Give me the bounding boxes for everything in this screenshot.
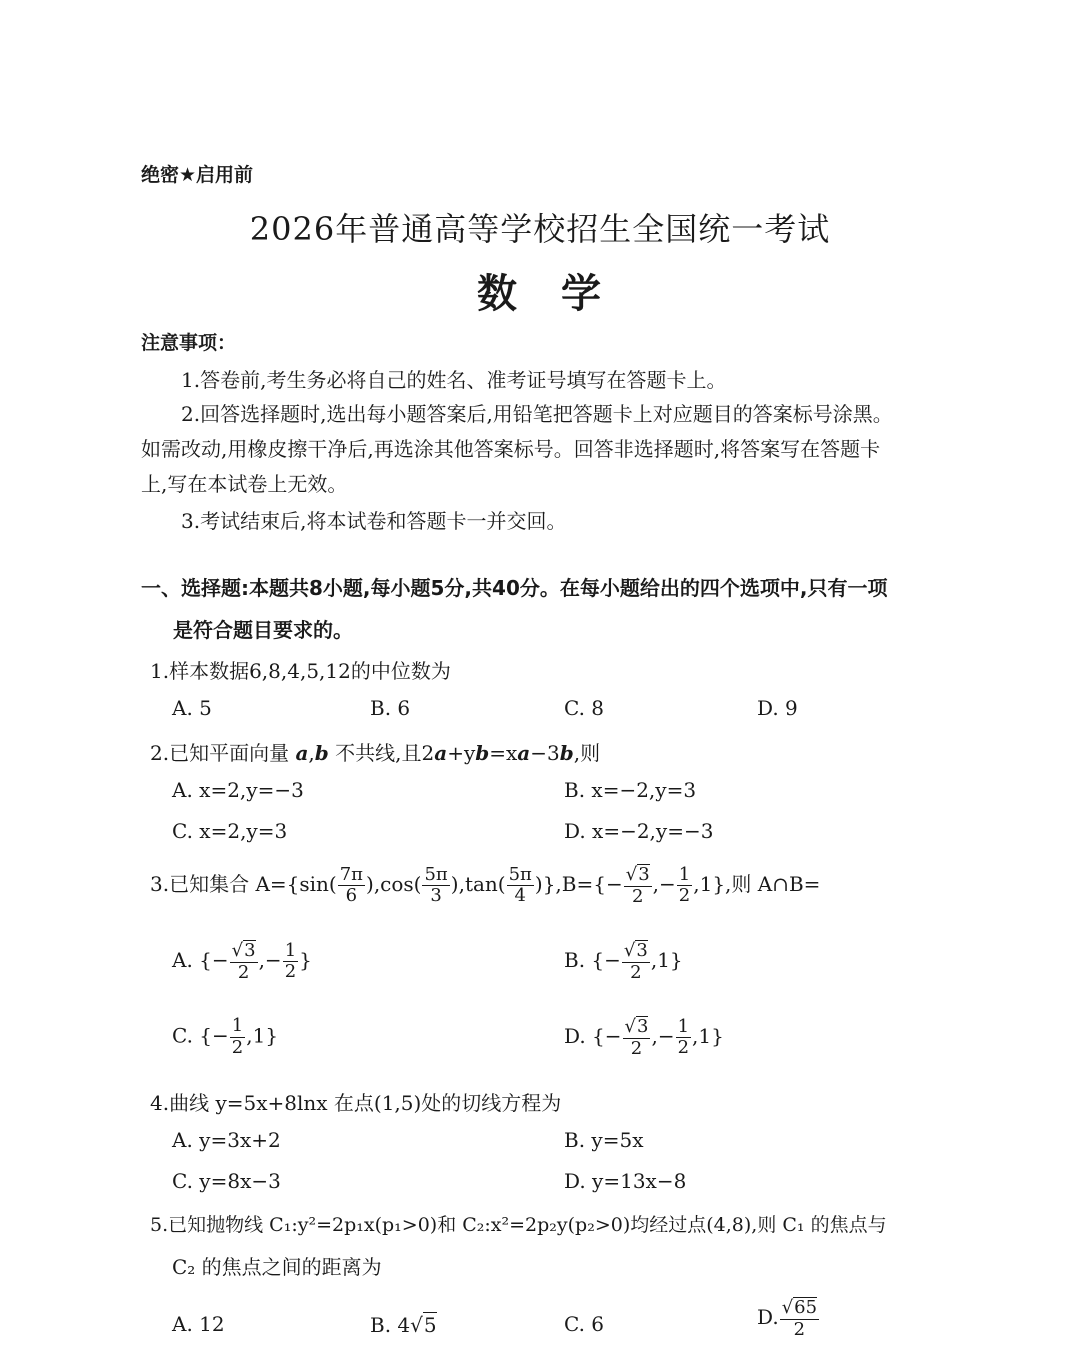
q3-p3: ),tan( bbox=[450, 872, 506, 897]
note-item-2-end: 上,写在本试卷上无效。 bbox=[141, 472, 348, 496]
q4-option-d: D. y=13x−8 bbox=[564, 1169, 687, 1193]
q2-prefix: 2.已知平面向量 bbox=[150, 741, 290, 765]
q3-frac-half: $\frac{1}{2}$ bbox=[678, 863, 691, 907]
notes-heading: 注意事项： bbox=[141, 332, 237, 354]
q3-frac-1: $\frac{7\pi}{6}$ bbox=[339, 863, 364, 907]
confidential-label: 绝密★启用前 bbox=[141, 164, 254, 186]
q2-eq2: =x bbox=[489, 741, 518, 765]
q3-prefix: 3.已知集合 A={sin( bbox=[150, 872, 337, 897]
q3-option-b: B. {− $\frac{√3}{2}$ ,1} bbox=[564, 940, 683, 983]
q5-option-b: B. 4√5 bbox=[370, 1313, 437, 1337]
q3-option-c: C. {− $\frac{1}{2}$ ,1} bbox=[172, 1015, 279, 1058]
q1-option-c: C. 8 bbox=[564, 696, 605, 720]
q2-vec-b3: b bbox=[559, 741, 574, 765]
q2-vec-b2: b bbox=[475, 741, 490, 765]
question-3-stem bbox=[150, 864, 820, 907]
question-5-stem-cont: C₂ 的焦点之间的距离为 bbox=[172, 1255, 382, 1279]
q3-p2: ),cos( bbox=[366, 872, 422, 897]
q3-option-d: D. {− $\frac{√3}{2}$ ,− $\frac{1}{2}$ ,1} bbox=[564, 1015, 724, 1059]
note-item-2: 2.回答选择题时,选出每小题答案后,用铅笔把答题卡上对应题目的答案标号涂黑。 bbox=[181, 402, 893, 426]
q1-option-d: D. 9 bbox=[757, 696, 798, 720]
q2-option-b: B. x=−2,y=3 bbox=[564, 778, 697, 802]
q5-option-d: D. $\frac{√65}{2}$ bbox=[757, 1297, 818, 1340]
section-heading: 一、选择题:本题共8小题,每小题5分,共40分。在每小题给出的四个选项中,只有一项 bbox=[141, 576, 888, 600]
q3-frac-3: $\frac{5\pi}{4}$ bbox=[508, 863, 532, 907]
q4-option-b: B. y=5x bbox=[564, 1128, 644, 1152]
q2-comma: , bbox=[308, 741, 315, 765]
q2-eq: +y bbox=[447, 741, 476, 765]
q2-mid: 不共线,且2 bbox=[335, 741, 435, 765]
q3-option-a: A. {− $\frac{√3}{2}$ ,− $\frac{1}{2}$ } bbox=[172, 939, 312, 983]
q2-suffix: ,则 bbox=[573, 741, 601, 765]
question-5-stem: 5.已知抛物线 C₁:y²=2p₁x(p₁>0)和 C₂:x²=2p₂y(p₂>0)均经过点(4,8),则 C₁ 的焦点与 bbox=[150, 1214, 887, 1236]
q4-option-a: A. y=3x+2 bbox=[172, 1128, 281, 1152]
q2-vec-b: b bbox=[314, 741, 329, 765]
q3-frac-2: $\frac{5\pi}{3}$ bbox=[424, 863, 448, 907]
note-item-3: 3.考试结束后,将本试卷和答题卡一并交回。 bbox=[181, 509, 567, 533]
note-item-2-cont: 如需改动,用橡皮擦干净后,再选涂其他答案标号。回答非选择题时,将答案写在答题卡 bbox=[141, 437, 881, 461]
q3-p4: )},B={− bbox=[534, 872, 623, 897]
question-4-stem: 4.曲线 y=5x+8lnx 在点(1,5)处的切线方程为 bbox=[150, 1091, 562, 1115]
q5-option-c: C. 6 bbox=[564, 1312, 605, 1336]
q2-eq3: −3 bbox=[530, 741, 560, 765]
q2-vec-a2: a bbox=[434, 741, 448, 765]
note-item-1: 1.答卷前,考生务必将自己的姓名、准考证号填写在答题卡上。 bbox=[181, 368, 727, 392]
q2-option-c: C. x=2,y=3 bbox=[172, 819, 288, 843]
exam-title: 2026年普通高等学校招生全国统一考试 bbox=[249, 210, 831, 248]
q5-option-a: A. 12 bbox=[172, 1312, 225, 1336]
q3-p6: ,1},则 A∩B= bbox=[693, 872, 821, 897]
question-2-stem bbox=[150, 737, 600, 766]
q2-vec-a: a bbox=[295, 741, 309, 765]
q3-frac-sqrt3: $\frac{√3}{2}$ bbox=[625, 864, 650, 907]
q2-option-d: D. x=−2,y=−3 bbox=[564, 819, 714, 843]
q1-option-a: A. 5 bbox=[172, 696, 212, 720]
q3-p5: ,− bbox=[652, 872, 676, 897]
section-heading-cont: 是符合题目要求的。 bbox=[173, 618, 353, 642]
q1-option-b: B. 6 bbox=[370, 696, 411, 720]
q4-option-c: C. y=8x−3 bbox=[172, 1169, 281, 1193]
q2-option-a: A. x=2,y=−3 bbox=[172, 778, 304, 802]
q2-vec-a3: a bbox=[517, 741, 531, 765]
subject-title: 数 学 bbox=[477, 271, 603, 317]
question-1-stem: 1.样本数据6,8,4,5,12的中位数为 bbox=[150, 659, 451, 683]
